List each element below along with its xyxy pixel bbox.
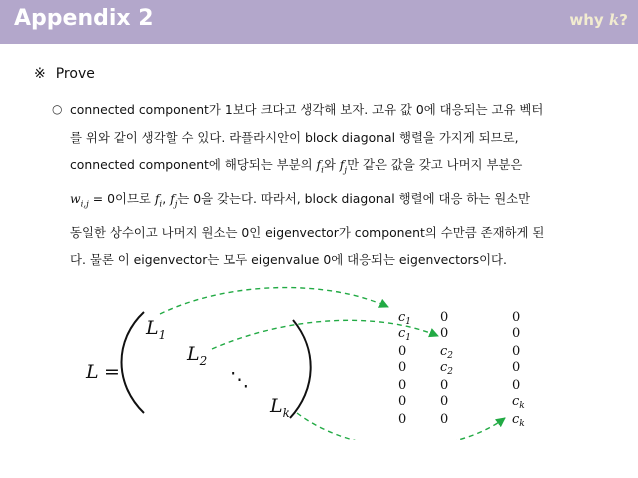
block-Lk: $L_k$ <box>270 395 290 420</box>
vector-1-entry: 0 <box>398 412 407 427</box>
line4-separator: , <box>162 190 171 206</box>
diagonal-dots: ⋱ <box>230 369 249 391</box>
paragraph-line-4 <box>70 185 622 219</box>
prove-label: Prove <box>55 66 95 82</box>
vector-1-entry: 0 <box>398 344 407 359</box>
vector-1-entry: 0 <box>398 378 407 393</box>
slide-header <box>0 0 638 44</box>
vector-2-entry: 0 <box>440 326 449 341</box>
right-parenthesis <box>290 320 311 418</box>
why-text: why <box>569 11 609 29</box>
math-sub-i: i <box>159 199 163 210</box>
block-L2: $L_2$ <box>187 343 208 368</box>
vector-2-entry: 0 <box>440 394 449 409</box>
vector-1-entry: 0 <box>398 360 407 375</box>
slide-title: Appendix 2 <box>14 6 154 31</box>
vector-2-entry: 0 <box>440 412 449 427</box>
hollow-circle-bullet-icon: ○ <box>52 102 63 116</box>
math-sub-i: i <box>321 165 324 176</box>
vector-2-entry: 0 <box>440 378 449 393</box>
math-w: w <box>70 190 81 206</box>
why-k-label <box>569 11 628 29</box>
explanation-paragraph <box>70 96 622 274</box>
left-parenthesis <box>122 312 145 413</box>
matrix-lhs-L: L <box>86 361 99 383</box>
paragraph-line-5: 동일한 상수이고 나머지 원소는 0인 eigenvector가 component의 수만큼 존재하게 된 <box>70 224 545 240</box>
vector-3-entry: $c_k$ <box>512 412 525 429</box>
paragraph-line-2: 를 위와 같이 생각할 수 있다. 라플라시안이 block diagonal 행렬을 가지게 되므로, <box>70 129 519 145</box>
math-sub-j: j <box>174 199 178 210</box>
line3-text-a: connected component에 해당되는 부분의 <box>70 157 317 172</box>
math-f-i <box>316 157 324 176</box>
why-k-symbol: k <box>608 11 620 29</box>
prove-heading <box>34 66 95 82</box>
vector-1-entry: 0 <box>398 394 407 409</box>
math-f-j <box>339 157 348 176</box>
block-diagonal-diagram <box>0 280 638 440</box>
vector-3-entry: 0 <box>512 326 521 341</box>
dashed-arrows <box>160 288 505 440</box>
paragraph-line-1: connected component가 1보다 크다고 생각해 보자. 고유 값 0에 대응되는 고유 벡터 <box>70 102 544 117</box>
vector-3-entry: 0 <box>512 344 521 359</box>
paragraph-line-3 <box>70 151 622 185</box>
vector-1-entry: $c_1$ <box>398 310 412 327</box>
eigenvectors <box>398 310 525 429</box>
math-sub-j: j <box>344 165 348 176</box>
line3-text-b: 와 <box>323 157 340 172</box>
math-f: f <box>316 157 322 172</box>
math-f: f <box>154 190 160 206</box>
vector-3-entry: 0 <box>512 360 521 375</box>
math-w-ij <box>70 190 89 210</box>
vector-3-entry: 0 <box>512 378 521 393</box>
line3-text-c: 만 같은 값을 갖고 나머지 부분은 <box>347 157 523 172</box>
vector-2-entry: 0 <box>440 310 449 325</box>
why-question-mark: ? <box>619 11 628 29</box>
paragraph-line-6: 다. 물론 이 eigenvector는 모두 eigenvalue 0에 대응되는 eigenvectors이다. <box>70 252 507 268</box>
arrow-L1-to-c1 <box>160 288 388 314</box>
line4-text-b: 는 0을 갖는다. 따라서, block diagonal 행렬에 대응 하는 원소만 <box>177 190 531 206</box>
reference-mark-icon: ※ <box>34 66 46 82</box>
vector-1-entry: $c_1$ <box>398 326 412 343</box>
vector-3-entry: $c_k$ <box>512 394 525 411</box>
equals-sign: = <box>104 361 120 383</box>
math-sub-ij: i,j <box>80 199 89 210</box>
math-f: f <box>170 190 175 206</box>
math-f: f <box>339 157 345 172</box>
vector-2-entry: $c_2$ <box>440 344 454 361</box>
block-L1: $L_1$ <box>146 317 167 342</box>
line4-text-a: = 0이므로 <box>88 190 155 206</box>
vector-2-entry: $c_2$ <box>440 360 454 377</box>
vector-3-entry: 0 <box>512 310 521 325</box>
matrix-equation <box>85 312 311 420</box>
